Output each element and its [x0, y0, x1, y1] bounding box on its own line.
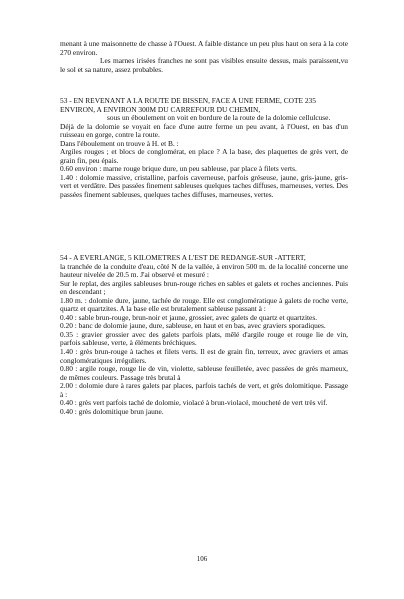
paragraph: Argiles rouges ; et blocs de conglomérat, en place ? A la base, des plaquettes de grès vert, de grain fin, peu épais. — [60, 147, 348, 165]
paragraph: menant à une maisonnette de chasse à l'Ouest. A faible distance un peu plus haut on sera à la cote 270 environ. — [60, 39, 348, 57]
paragraph: 0.35 : gravier grossier avec des galets parfois plats, mêlé d'argile rouge et rouge lie de vin, parfois sableuse, verte, à éléments bréchiques. — [60, 329, 348, 348]
paragraph: 2.00 : dolomie dure à rares galets par places, parfois tachés de vert, et grès dolomitique. Passage à : — [60, 381, 348, 399]
section-54 — [60, 254, 348, 416]
paragraph: 0.60 environ : marne rouge brique dure, un peu sableuse, par place à filets verts. — [60, 164, 297, 174]
paragraph: la tranchée de la conduite d'eau, côté N de la vallée, à environ 500 m. de la localité concerne une hauteur nivelée de 20.5 m. J'ai observé et mesuré : — [60, 261, 348, 280]
paragraph: 1.40 : grès brun-rouge à taches et filets verts. Il est de grain fin, terreux, avec graviers et amas conglomératiques irréguliers. — [60, 347, 348, 365]
paragraph: 0.40 : sable brun-rouge, brun-noir et jaune, grossier, avec galets de quartz et quartzites. — [60, 312, 318, 322]
paragraph: 0.40 : grès dolomitique brun jaune. — [60, 406, 164, 416]
section-53 — [60, 97, 348, 200]
paragraph: Sur le replat, des argiles sableuses brun-rouge riches en sables et galets et roches anciennes. Puis en descendant ; — [60, 278, 348, 297]
page-number: 106 — [196, 555, 208, 563]
paragraph: 0.80 : argile rouge, rouge lie de vin, violette, sableuse feuilletée, avec passées de grès marneux, de mêmes couleurs. Passage très brutal à — [60, 364, 348, 382]
paragraph: Les marnes irisées franches ne sont pas visibles ensuite dessus, mais paraissent,vu le sol et sa nature, assez probables. — [60, 56, 348, 74]
section-heading: 54 - A EVERLANGE, 5 KILOMETRES A L'EST DE REDANGE-SUR -ATTERT, — [60, 253, 306, 262]
paragraph: Dans l'éboulement on trouve à H. et B. : — [60, 138, 179, 148]
section-heading: 53 - EN REVENANT A LA ROUTE DE BISSEN, FACE A UNE FERME, COTE 235 ENVIRON, A ENVIRON 300M DU CARREFOUR DU CHEMIN, — [60, 96, 316, 114]
paragraph: sous un éboulement on voit en bordure de la route de la dolomie cellulcuse. — [107, 113, 331, 123]
paragraph: 0.40 : grès vert parfois taché de dolomie, violacé à brun-violacé, moucheté de vert très vif. — [60, 398, 328, 408]
section-continuation — [60, 40, 348, 74]
paragraph: 1.40 : dolomie massive, cristalline, parfois caverneuse, parfois gréseuse, jaune, gris-jaune, gris-vert et verdâtre. Des passées finement sableuses quelques taches diffuses, marneuses, vertes. Des passées finement sableuses, quelques taches diffuses, marneuses, vertes. — [60, 172, 348, 200]
paragraph: 0.20 : banc de dolomie jaune, dure, sableuse, en haut et en bas, avec graviers sporadiques. — [60, 321, 326, 331]
paragraph: Déjà de la dolomie se voyait en face d'une autre ferme un peu avant, à l'Ouest, en bas d'un ruisseau en gorge, contre la route. — [60, 121, 348, 140]
paragraph: 1.80 m. : dolomie dure, jaune, tachée de rouge. Elle est conglomératique à galets de roche verte, quartz et quartzites. A la base elle est brutalement sableuse passant à : — [60, 295, 348, 314]
